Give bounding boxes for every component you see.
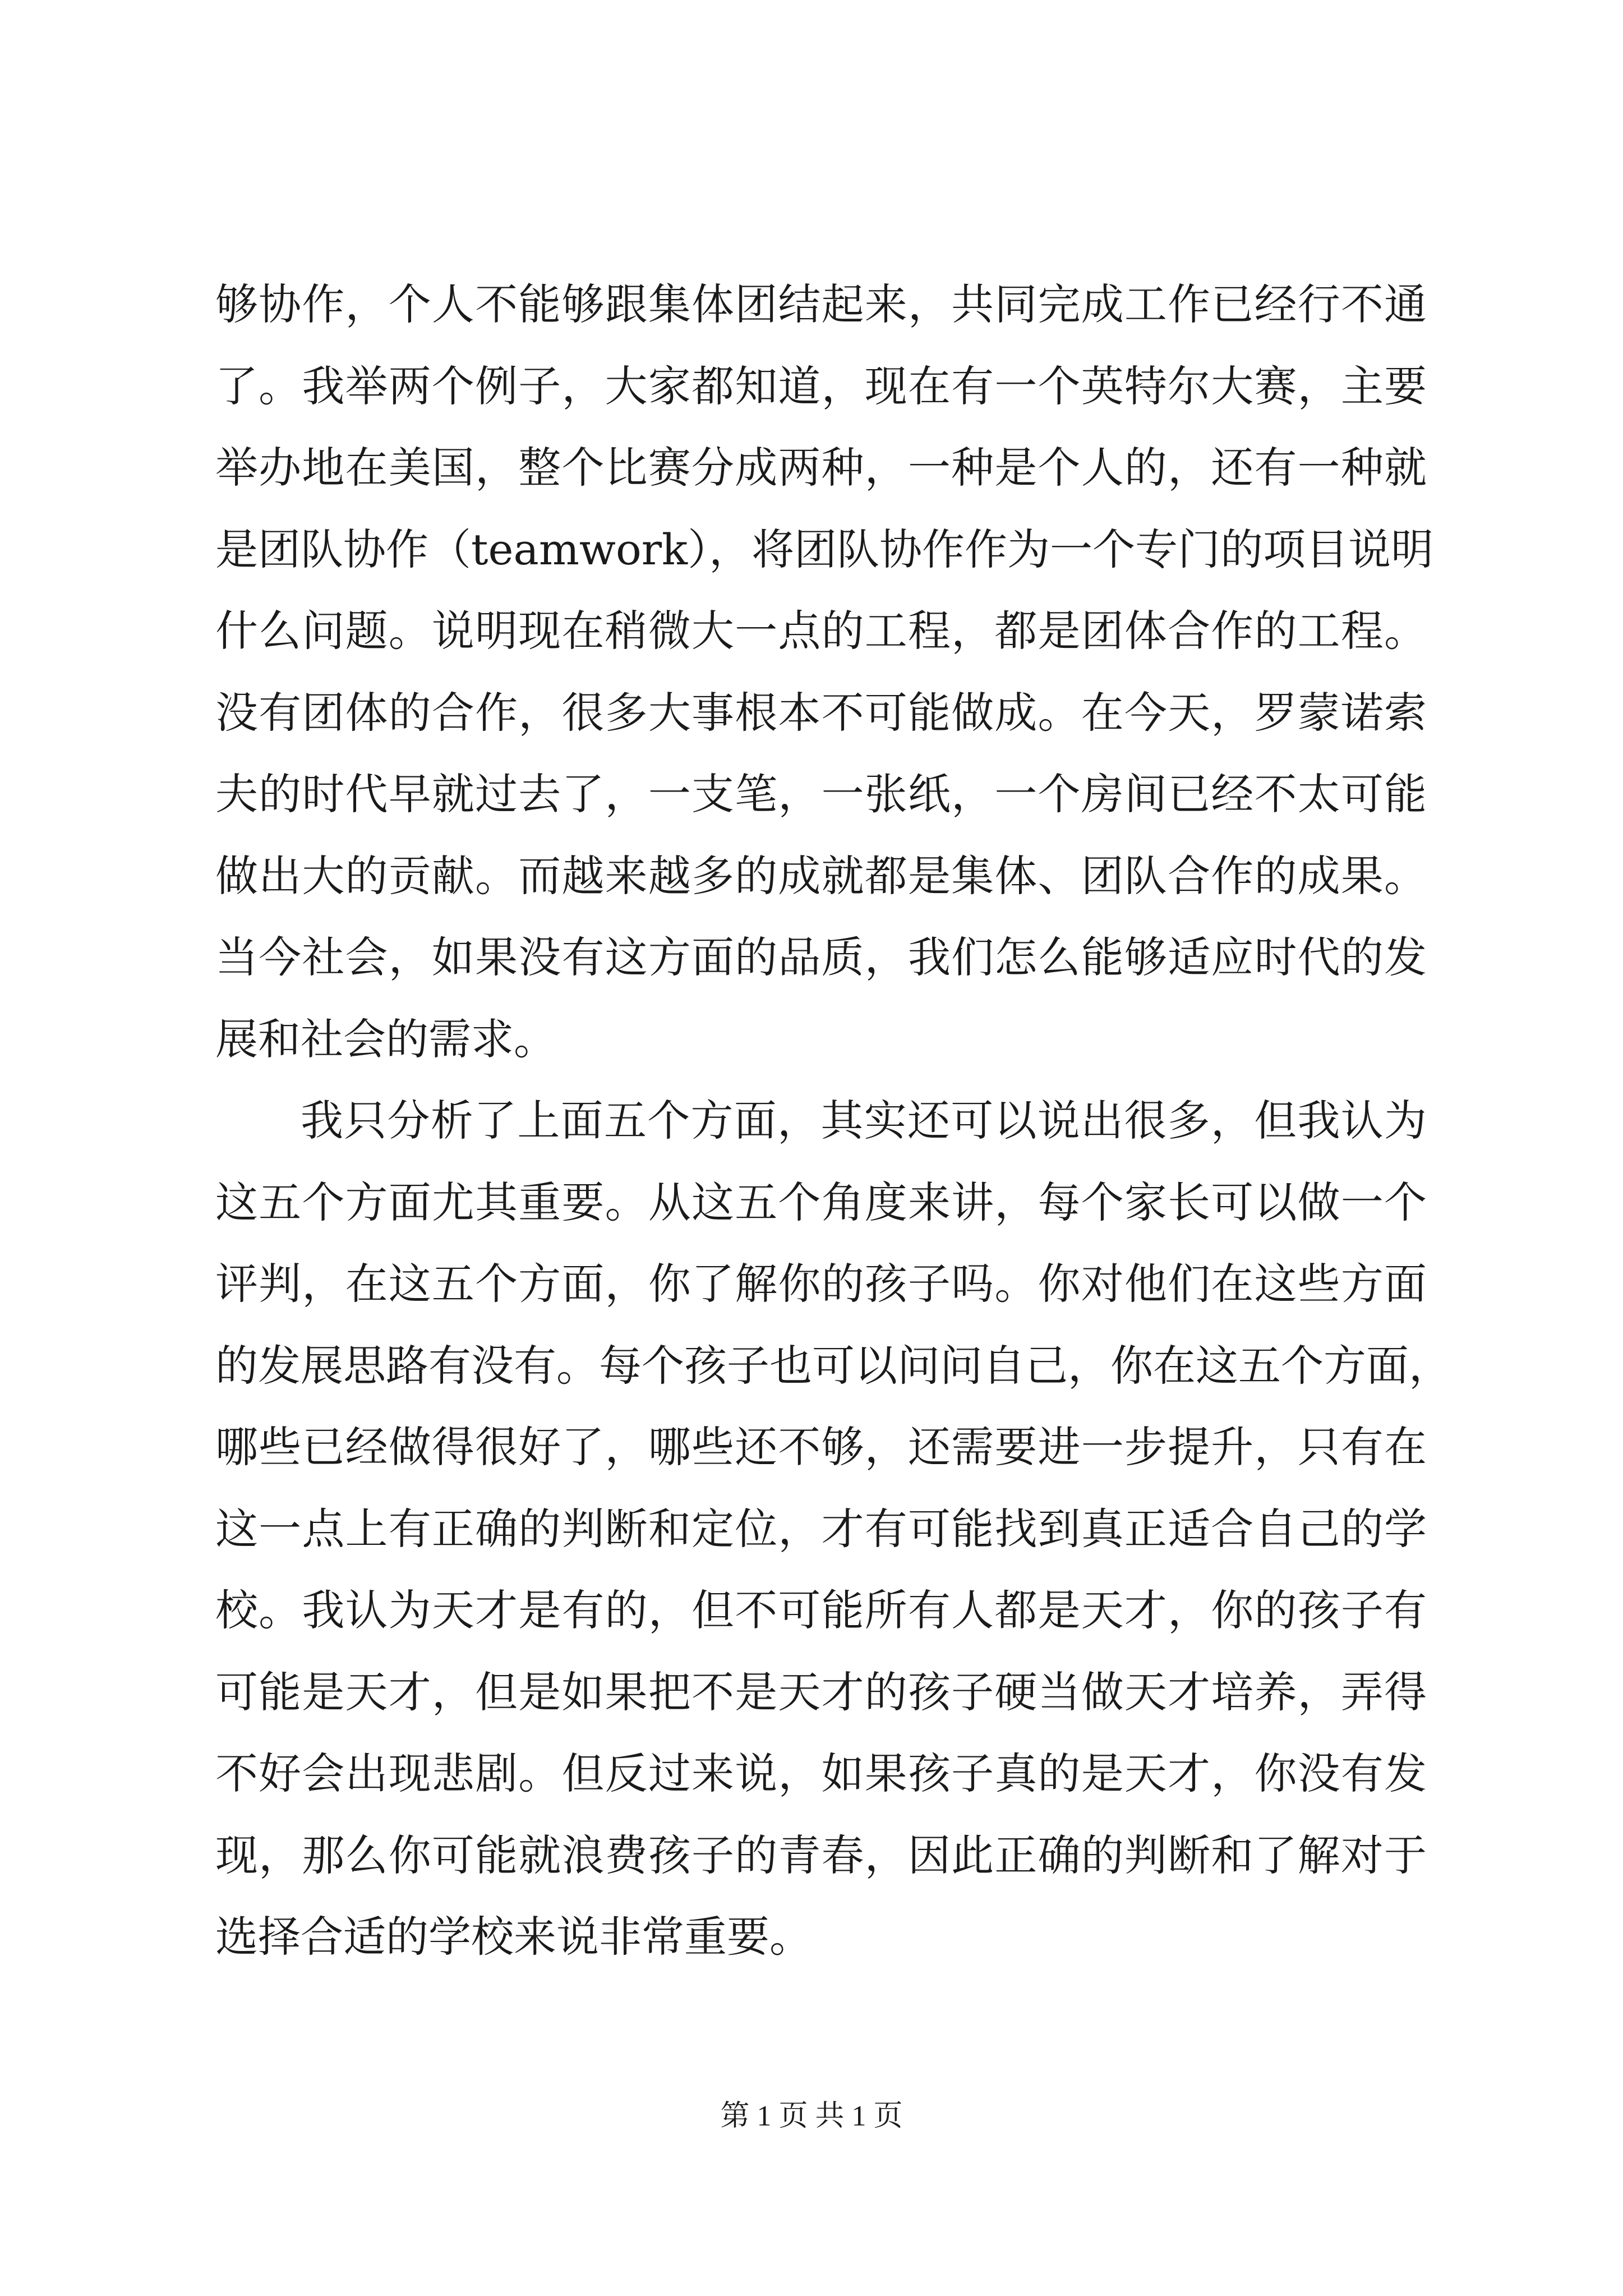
text-line: 评判，在这五个方面，你了解你的孩子吗。你对他们在这些方面 bbox=[215, 1259, 1427, 1309]
text-line-first: 我只分析了上面五个方面，其实还可以说出很多，但我认为 bbox=[301, 1096, 1427, 1145]
text-line: 校。我认为天才是有的，但不可能所有人都是天才，你的孩子有 bbox=[215, 1585, 1427, 1635]
text-line: 了。我举两个例子，大家都知道，现在有一个英特尔大赛，主要 bbox=[215, 361, 1427, 411]
text-line: 做出大的贡献。而越来越多的成就都是集体、团队合作的成果。 bbox=[215, 850, 1427, 901]
text-line-last: 展和社会的需求。 bbox=[215, 1014, 556, 1064]
text-line: 没有团体的合作，很多大事根本不可能做成。在今天，罗蒙诺索 bbox=[215, 687, 1427, 738]
text-line: 这五个方面尤其重要。从这五个角度来讲，每个家长可以做一个 bbox=[215, 1177, 1427, 1227]
page-footer bbox=[0, 2097, 1623, 2136]
text-line: 现，那么你可能就浪费孩子的青春，因此正确的判断和了解对于 bbox=[215, 1830, 1427, 1880]
text-line: 这一点上有正确的判断和定位，才有可能找到真正适合自己的学 bbox=[215, 1503, 1427, 1554]
text-line: 夫的时代早就过去了，一支笔，一张纸，一个房间已经不太可能 bbox=[215, 769, 1427, 819]
text-line: 当今社会，如果没有这方面的品质，我们怎么能够适应时代的发 bbox=[215, 932, 1427, 982]
text-line: 够协作，个人不能够跟集体团结起来，共同完成工作已经行不通 bbox=[215, 279, 1427, 329]
text-line: 哪些已经做得很好了，哪些还不够，还需要进一步提升，只有在 bbox=[215, 1422, 1427, 1472]
document-body bbox=[215, 264, 1451, 1978]
text-line: 不好会出现悲剧。但反过来说，如果孩子真的是天才，你没有发 bbox=[215, 1749, 1427, 1798]
page-number: 第 1 页 共 1 页 bbox=[720, 2100, 903, 2132]
text-line-last: 选择合适的学校来说非常重要。 bbox=[215, 1912, 812, 1962]
text-line: 可能是天才，但是如果把不是天才的孩子硬当做天才培养，弄得 bbox=[215, 1667, 1427, 1717]
text-line: 的发展思路有没有。每个孩子也可以问问自己，你在这五个方面， bbox=[215, 1340, 1451, 1391]
text-line: 举办地在美国，整个比赛分成两种，一种是个人的，还有一种就 bbox=[215, 443, 1427, 493]
paragraph-five-aspects bbox=[215, 1080, 1451, 1978]
text-line: 是团队协作（teamwork），将团队协作作为一个专门的项目说明 bbox=[215, 524, 1434, 574]
text-line: 什么问题。说明现在稍微大一点的工程，都是团体合作的工程。 bbox=[215, 606, 1427, 656]
paragraph-teamwork bbox=[215, 264, 1434, 1080]
